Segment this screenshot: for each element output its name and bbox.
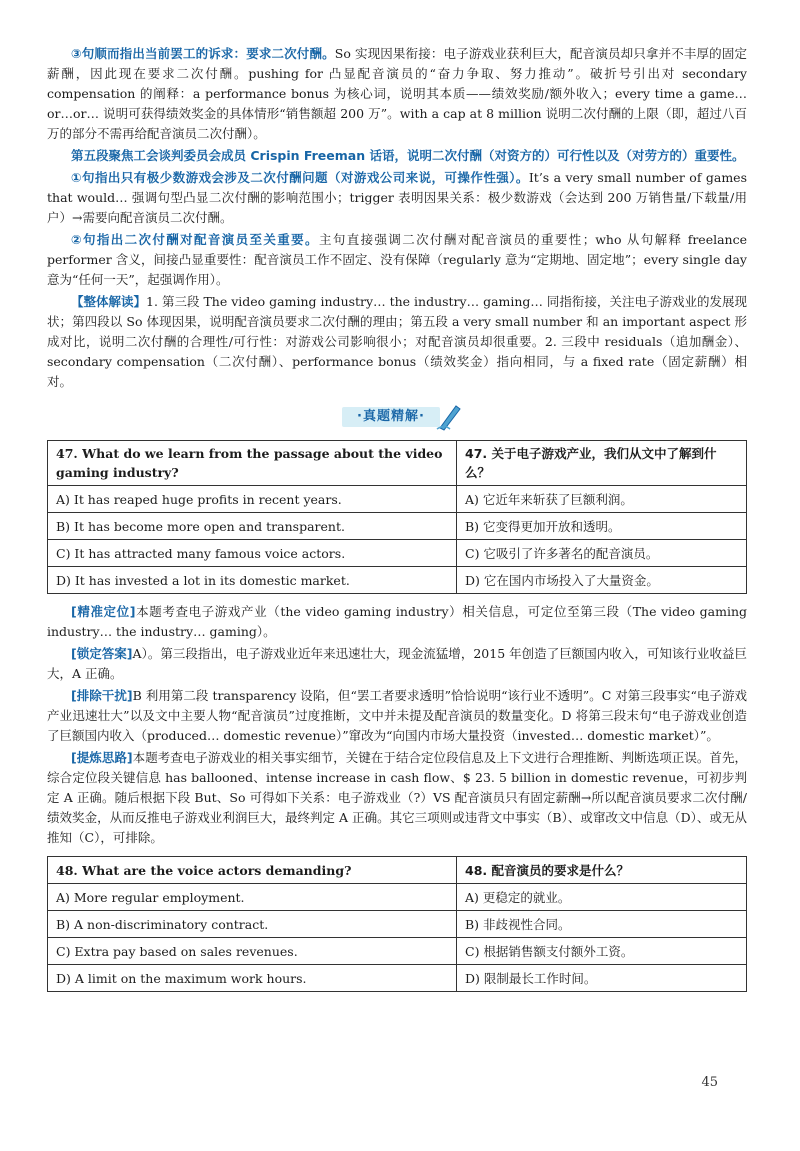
banner-label: ·真题精解· bbox=[342, 407, 440, 427]
answer-tag: [锁定答案] bbox=[71, 646, 133, 661]
option-zh: D) 限制最长工作时间。 bbox=[457, 965, 747, 992]
paragraph-body: So 实现因果衔接：电子游戏业获利巨大，配音演员却只拿并不丰厚的固定薪酬，因此现在要求二次付酬。pushing for 凸显配音演员的“奋力争取、努力推动”。破折号引出对 secondary compensation 的阐释：a performance bonus 为核心词，说明其本质——绩效奖励/额外收入；every time a game…or…or… 说明可获得绩效奖金的具体情形“销售额超 200 万”。with a cap at 8 million 说明二次付酬的上限（即，超过八百万的部分不需再给配音演员二次付酬）。 bbox=[47, 46, 747, 141]
overall-interpretation-body: 1. 第三段 The video gaming industry… the industry… gaming… 同指衔接，关注电子游戏业的发展现状；第四段以 So 体现因果，说明配音演员要求二次付酬的理由；第五段 a very small number 和 an important aspect 形成对比，说明二次付酬的合理性/可行性：对游戏公司影响很小；对配音演员却很重要。2. 三段中 residuals（追加酬金）、secondary compensation（二次付酬）、performance bonus（绩效奖金）指向相同，与 a fixed rate（固定薪酬）相对。 bbox=[47, 294, 747, 389]
option-zh: C) 它吸引了许多著名的配音演员。 bbox=[457, 540, 747, 567]
option-en: A) It has reaped huge profits in recent years. bbox=[48, 486, 457, 513]
analysis-paragraph-importance bbox=[47, 230, 747, 290]
question-zh: 47. 关于电子游戏产业，我们从文中了解到什么？ bbox=[457, 441, 747, 486]
answer-locate bbox=[47, 602, 747, 642]
answer-tag: [精准定位] bbox=[71, 604, 136, 619]
option-row bbox=[48, 884, 747, 911]
answer-tag: [提炼思路] bbox=[71, 750, 133, 765]
option-zh: B) 非歧视性合同。 bbox=[457, 911, 747, 938]
page-number: 45 bbox=[701, 1075, 718, 1090]
option-en: C) It has attracted many famous voice actors. bbox=[48, 540, 457, 567]
option-en: C) Extra pay based on sales revenues. bbox=[48, 938, 457, 965]
answer-body: B 利用第二段 transparency 设陷，但“罢工者要求透明”恰恰说明“该行业不透明”。C 对第三段事实“电子游戏产业迅速壮大”以及文中主要人物“配音演员”过度推断，文中并未提及配音演员的数量变化。D 将第三段末句“电子游戏业创造了巨额国内收入（produced… domestic revenue）”窜改为“向国内市场大量投资（invested… domestic market）”。 bbox=[47, 688, 747, 743]
option-row bbox=[48, 486, 747, 513]
option-row bbox=[48, 540, 747, 567]
question-row bbox=[48, 441, 747, 486]
section-heading-text: 第五段聚焦工会谈判委员会成员 Crispin Freeman 话语，说明二次付酬（对资方的）可行性以及（对劳方的）重要性。 bbox=[71, 148, 745, 163]
option-row bbox=[48, 567, 747, 594]
section-heading-paragraph-five bbox=[47, 146, 747, 166]
answer-body: A）。第三段指出，电子游戏业近年来迅速壮大，现金流猛增，2015 年创造了巨额国内收入，可知该行业收益巨大，A 正确。 bbox=[47, 646, 747, 681]
answer-reasoning bbox=[47, 748, 747, 848]
paragraph-heading: ②句指出二次付酬对配音演员至关重要。 bbox=[71, 232, 319, 247]
analysis-paragraph-small-number bbox=[47, 168, 747, 228]
answer-body: 本题考查电子游戏产业（the video gaming industry）相关信息，可定位至第三段（The video gaming industry… the industry… gaming）。 bbox=[47, 604, 747, 639]
pen-icon bbox=[434, 402, 464, 432]
section-banner bbox=[322, 402, 472, 432]
option-zh: A) 它近年来斩获了巨额利润。 bbox=[457, 486, 747, 513]
overall-interpretation bbox=[47, 292, 747, 392]
paragraph-heading: ③句顺而指出当前罢工的诉求：要求二次付酬。 bbox=[71, 46, 335, 61]
option-row bbox=[48, 938, 747, 965]
option-zh: D) 它在国内市场投入了大量资金。 bbox=[457, 567, 747, 594]
question-en: 47. What do we learn from the passage about the video gaming industry? bbox=[48, 441, 457, 486]
answer-tag: [排除干扰] bbox=[71, 688, 133, 703]
option-zh: C) 根据销售额支付额外工资。 bbox=[457, 938, 747, 965]
question-row bbox=[48, 857, 747, 884]
option-en: B) A non-discriminatory contract. bbox=[48, 911, 457, 938]
option-en: B) It has become more open and transparent. bbox=[48, 513, 457, 540]
question-zh: 48. 配音演员的要求是什么？ bbox=[457, 857, 747, 884]
question-en: 48. What are the voice actors demanding? bbox=[48, 857, 457, 884]
answer-lock bbox=[47, 644, 747, 684]
paragraph-heading: ①句指出只有极少数游戏会涉及二次付酬问题（对游戏公司来说，可操作性强）。 bbox=[71, 170, 529, 185]
option-row bbox=[48, 513, 747, 540]
page-content bbox=[47, 44, 747, 1000]
question-47-table bbox=[47, 440, 747, 594]
option-zh: B) 它变得更加开放和透明。 bbox=[457, 513, 747, 540]
analysis-paragraph-strike-demand bbox=[47, 44, 747, 144]
answer-exclude bbox=[47, 686, 747, 746]
option-row bbox=[48, 911, 747, 938]
overall-interpretation-tag: 【整体解读】 bbox=[71, 294, 147, 309]
question-48-table bbox=[47, 856, 747, 992]
option-en: D) A limit on the maximum work hours. bbox=[48, 965, 457, 992]
option-row bbox=[48, 965, 747, 992]
option-zh: A) 更稳定的就业。 bbox=[457, 884, 747, 911]
option-en: A) More regular employment. bbox=[48, 884, 457, 911]
option-en: D) It has invested a lot in its domestic market. bbox=[48, 567, 457, 594]
answer-body: 本题考查电子游戏业的相关事实细节，关键在于结合定位段信息及上下文进行合理推断、判断选项正误。首先，综合定位段关键信息 has ballooned、intense increase in cash flow、$ 23. 5 billion in domestic revenue，可初步判定 A 正确。随后根据下段 But、So 可得如下关系：电子游戏业（?）VS 配音演员只有固定薪酬→所以配音演员要求二次付酬/绩效奖金，从而反推电子游戏业利润巨大，最终判定 A 正确。其它三项则或违背文中事实（B）、或窜改文中信息（D）、或无从推知（C），可排除。 bbox=[47, 750, 747, 845]
paragraph-body: 主句直接强调二次付酬对配音演员的重要性；who 从句解释 freelance performer 含义，间接凸显重要性：配音演员工作不固定、没有保障（regularly 意为“定期地、固定地”；every single day 意为“任何一天”，起强调作用）。 bbox=[47, 232, 747, 287]
paragraph-body: It’s a very small number of games that would… 强调句型凸显二次付酬的影响范围小；trigger 表明因果关系：极少数游戏（会达到 200 万销售量/下载量/用户）→需要向配音演员二次付酬。 bbox=[47, 170, 747, 225]
